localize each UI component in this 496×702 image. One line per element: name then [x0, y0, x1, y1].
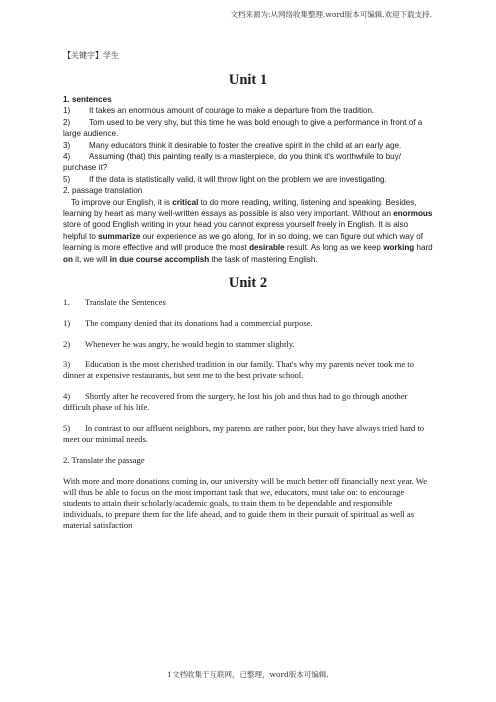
sentence-text: Education is the most cherished tradition in our family. That's why my parents never took me to dinner at expensive restaurants, but sent me to the best private school. [63, 359, 414, 381]
sentence-text: Shortly after he recovered from the surgery, he lost his job and thus had to go through another difficult phase of his life. [63, 391, 408, 413]
sentence-text: Whenever he was angry, he would begin to stammer slightly. [85, 338, 295, 349]
passage-bold-word: critical [172, 197, 199, 207]
sentence-number: 2) [63, 338, 71, 349]
passage-text: To improve our English, it is [71, 197, 173, 207]
unit2-sentence [63, 423, 433, 445]
unit1-passage-heading: 2. passage translation [63, 186, 143, 196]
page-content [63, 50, 433, 541]
unit2-translate-heading [63, 297, 433, 308]
sentence-number: 5) [63, 174, 71, 184]
sentence-number: 2) [63, 117, 71, 127]
unit2-sentence [63, 318, 433, 329]
sentence-text: Many educators think it desirable to foster the creative spirit in the child at an early age. [89, 140, 402, 150]
passage-text: the task of mastering English. [209, 254, 318, 264]
passage-text: to do more reading, writing, listening and speaking. Besides, learning by heart as many well-written essays as possible is also very important. Without an [63, 197, 417, 219]
unit1-sentence [63, 117, 433, 140]
unit1-title: Unit 1 [228, 72, 268, 88]
unit2-title: Unit 2 [228, 275, 268, 292]
passage-bold-word: summarize [98, 231, 141, 241]
passage-text: hard [414, 243, 433, 253]
unit1-passage [63, 197, 433, 265]
unit2-section [63, 297, 433, 532]
page-footer: 1文档收集于互联网，已整理，word版本可编辑. [167, 670, 329, 679]
passage-text: our experience as we go along, for in so doing, we can figure out which way of learning is more effective and will produce the most [63, 231, 423, 253]
sentence-text: Tom used to be very shy, but this time he was bold enough to give a performance in front of a large audience. [63, 117, 423, 139]
sentence-number: 5) [63, 423, 71, 434]
passage-bold-word: working [383, 243, 415, 253]
sentence-number: 4) [63, 391, 71, 402]
heading-number: 1. [63, 297, 70, 308]
unit1-sentence [63, 151, 433, 174]
passage-text: it, we will [72, 254, 110, 264]
unit2-sentence [63, 339, 433, 350]
sentence-number: 1) [63, 106, 71, 116]
heading-text: Translate the Sentences [85, 297, 166, 308]
passage-bold-word: on [63, 254, 73, 264]
passage-text: result. As long as we keep [284, 243, 384, 253]
sentence-number: 1) [63, 317, 71, 328]
unit1-section [63, 94, 433, 265]
unit2-passage: With more and more donations coming in, our university will be much better off financially next year. We will thus be able to focus on the most important task that we, educators, must take on: to encourage students to attain their scholarly/academic goals, to train them to be dependable and responsible individuals, to prepare them for the life ahead, and to guide them in their pursuit of spiritual as well as material satisfaction [63, 475, 428, 531]
sentence-number: 4) [63, 152, 71, 162]
passage-text: store of good English writing in your head you cannot express yourself freely in English. It is also helpful to [63, 220, 409, 241]
sentence-text: It takes an enormous amount of courage to make a departure from the tradition. [89, 106, 375, 116]
unit2-sentence [63, 359, 433, 381]
unit1-sentences-heading: 1. sentences [63, 95, 112, 104]
unit2-sentence [63, 391, 433, 413]
keyword-line: 【关键字】学生 [63, 51, 119, 60]
sentence-number: 3) [63, 359, 71, 370]
unit1-sentence [63, 140, 433, 151]
sentence-text: The company denied that its donations had a commercial purpose. [85, 317, 313, 328]
unit1-sentence [63, 174, 433, 185]
passage-bold-word: in due course accomplish [109, 254, 210, 264]
passage-bold-word: desirable [249, 243, 285, 253]
unit1-sentence [63, 105, 433, 116]
passage-bold-word: enormous [393, 209, 433, 219]
unit2-passage-heading: 2. Translate the passage [63, 454, 145, 465]
sentence-text: Assuming (that) this painting really is a masterpiece, do you think it's worthwhile to buy/ purchase it? [63, 152, 401, 173]
sentence-number: 3) [63, 140, 71, 150]
page-header: 文档来源为:从网络收集整理.word版本可编辑.欢迎下载支持. [230, 10, 432, 19]
sentence-text: If the data is statistically valid, it will throw light on the problem we are investigating. [89, 174, 387, 184]
sentence-text: In contrast to our affluent neighbors, my parents are rather poor, but they have always tried hard to meet our minimal needs. [63, 423, 425, 445]
